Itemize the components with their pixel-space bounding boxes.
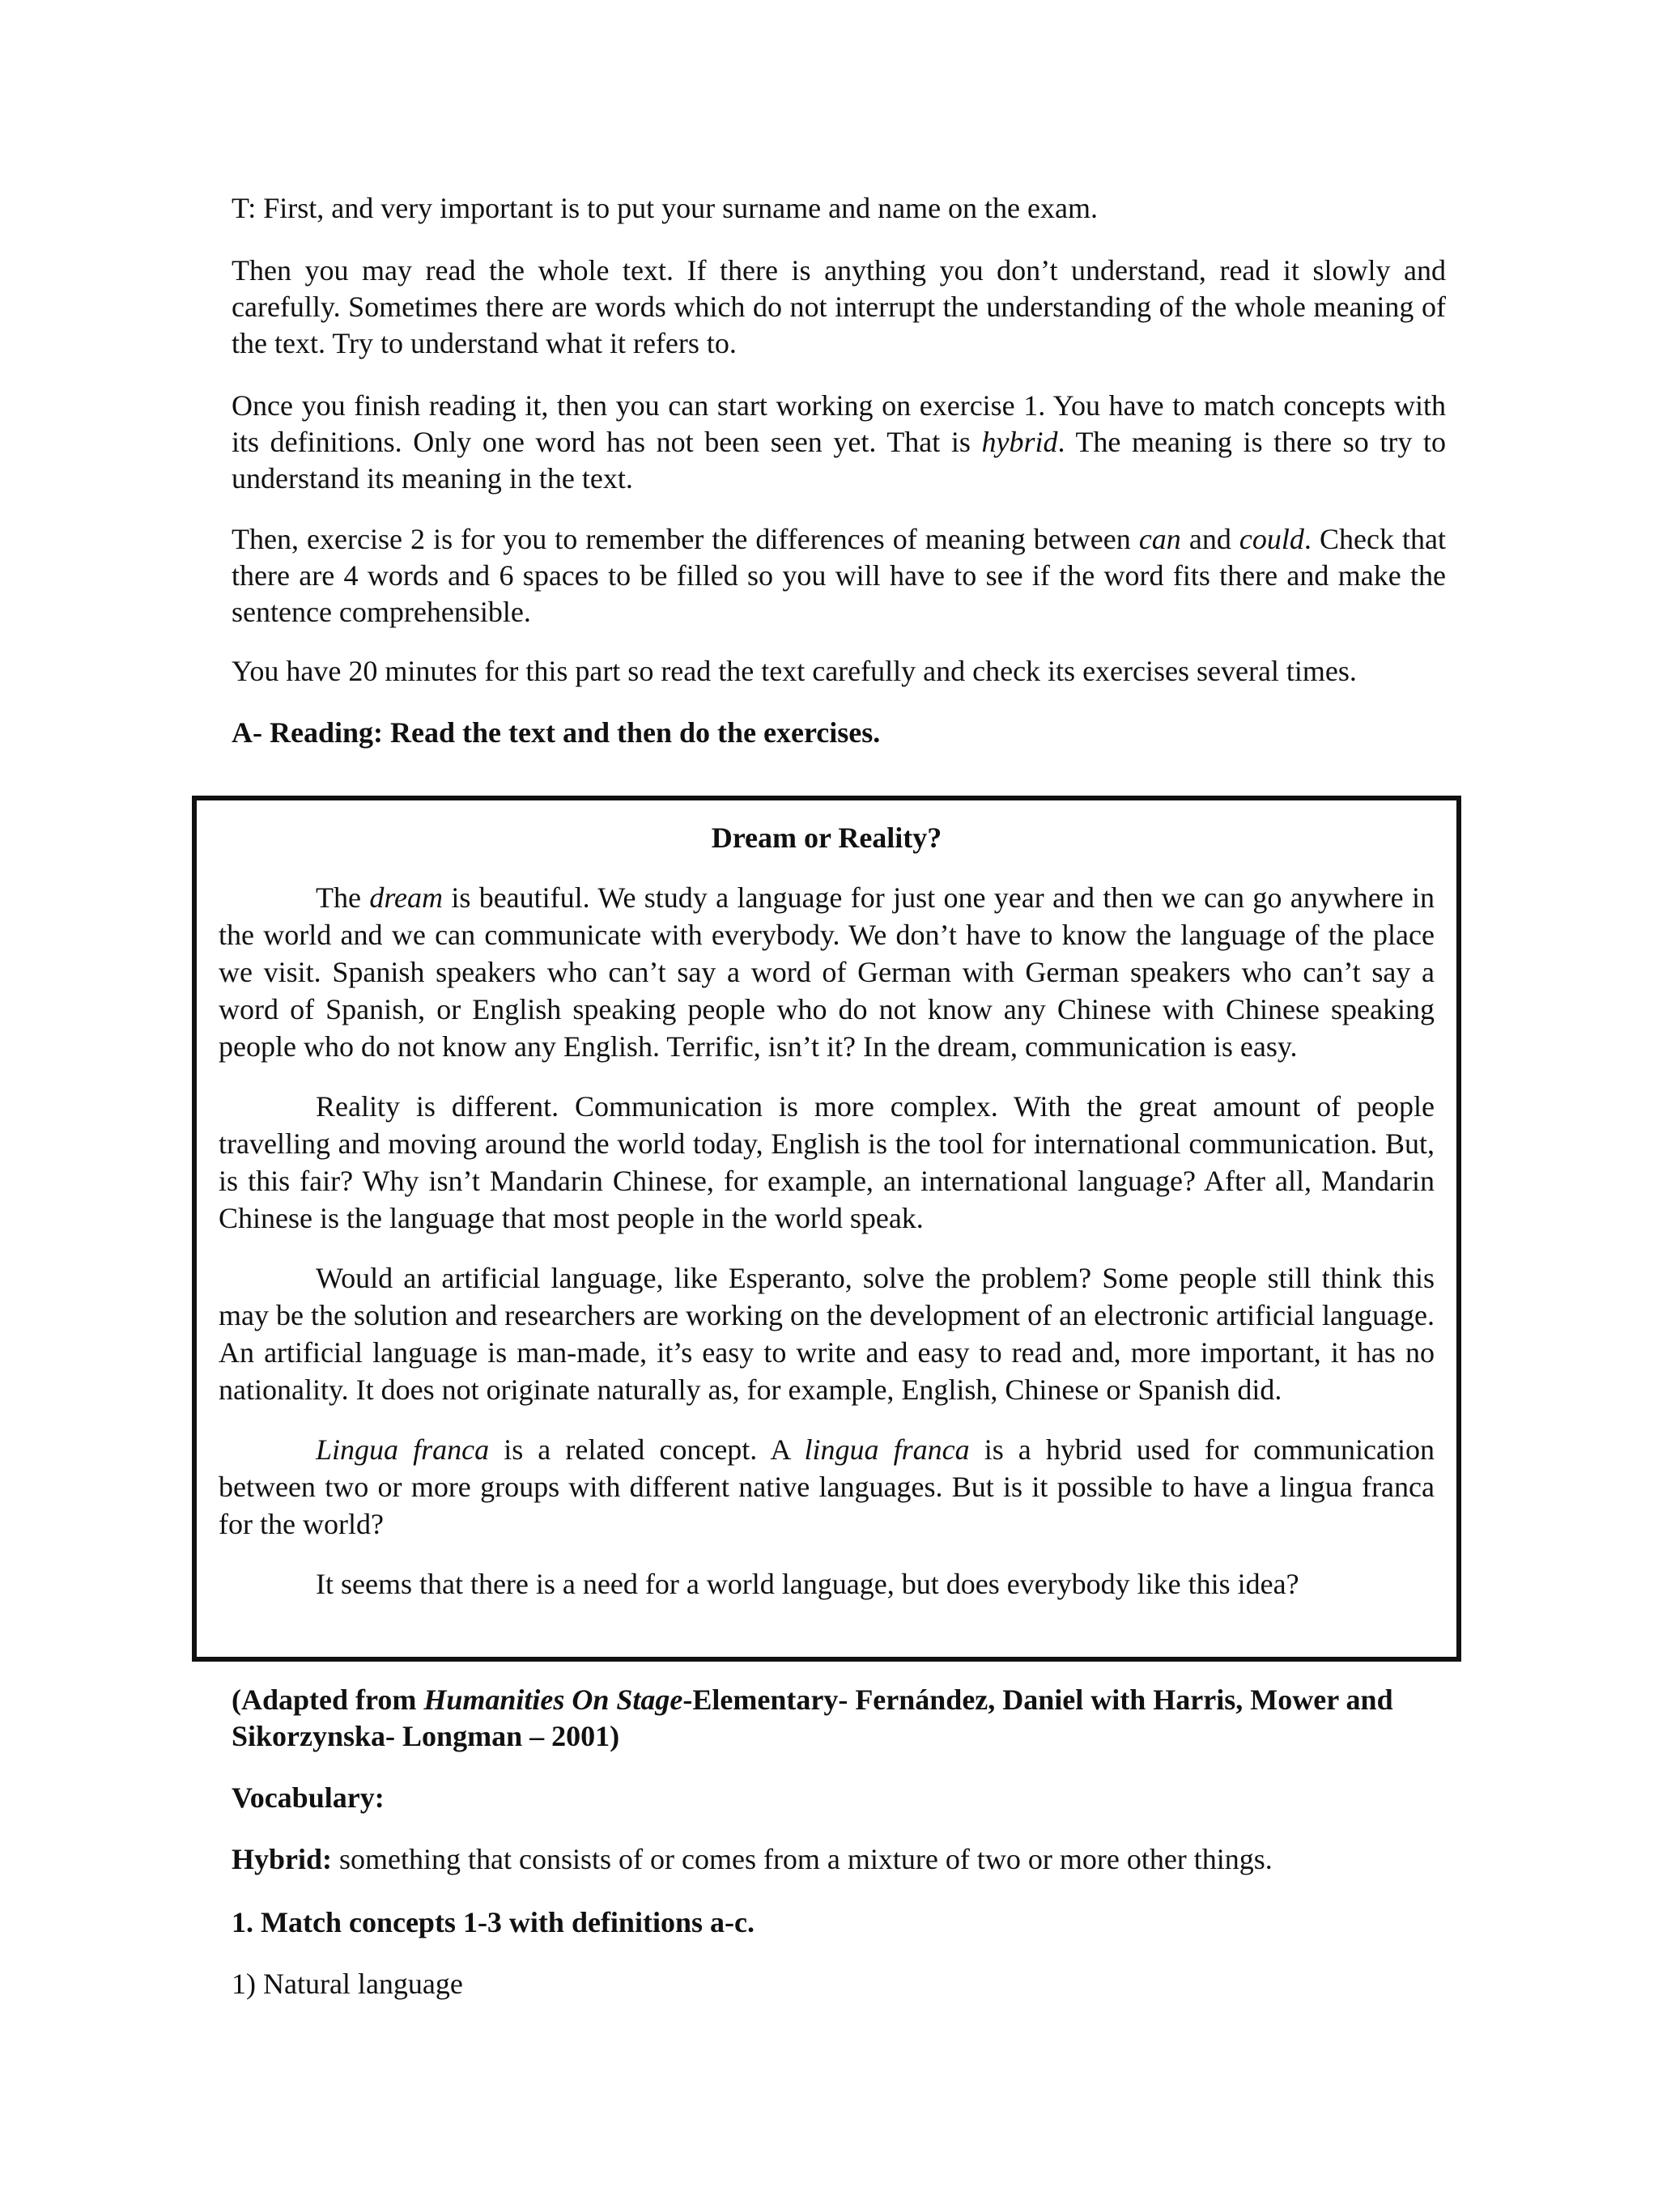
reading-paragraph-1 xyxy=(219,879,1435,1065)
reading-text-content xyxy=(219,820,1435,1625)
instruction-paragraph-4 xyxy=(232,521,1446,630)
text-span: is beautiful. We study a language for just one year and then we can go anywhere in the world and we can communicate with everybody. We don’t have to know the language of the place we visit. Spanish speakers who can’t say a word of German with German speakers who can’t say a word of Spanish, or English speaking people who do not know any Chinese with Chinese speaking people who do not know any English. Terrific, isn’t it? In the dream, communication is easy. xyxy=(219,881,1435,1063)
reading-paragraph-5: It seems that there is a need for a world language, but does everybody like this idea? xyxy=(316,1568,1299,1600)
text-span: Then, exercise 2 is for you to remember the differences of meaning between xyxy=(232,523,1139,555)
instruction-paragraph-2: Then you may read the whole text. If there is anything you don’t understand, read it slowly and carefully. Sometimes there are words which do not interrupt the understanding of the whole meaning of the text. Try to understand what it refers to. xyxy=(232,254,1446,359)
instruction-paragraph-3 xyxy=(232,388,1446,497)
text-span: . Check that there are 4 words and 6 spaces to be filled so you will have to see if the word fits there and make the sentence comprehensible. xyxy=(232,523,1446,628)
italic-term: hybrid xyxy=(981,426,1058,458)
instruction-paragraph-1: T: First, and very important is to put your surname and name on the exam. xyxy=(232,192,1098,224)
italic-book-title: Humanities On Stage xyxy=(423,1683,683,1716)
text-span: . The meaning is there so try to understand its meaning in the text. xyxy=(232,426,1446,495)
vocabulary-heading: Vocabulary: xyxy=(232,1781,385,1814)
vocabulary-definition: something that consists of or comes from a mixture of two or more other things. xyxy=(332,1843,1273,1875)
text-span: is a related concept. A xyxy=(489,1433,805,1466)
text-span: is a hybrid used for communication between two or more groups with different native languages. But is it possible to have a lingua franca for the world? xyxy=(219,1433,1435,1540)
exercise-1-item-1: 1) Natural language xyxy=(232,1968,463,2000)
reading-section-heading: A- Reading: Read the text and then do the exercises. xyxy=(232,716,881,749)
text-span: -Elementary- Fernández, Daniel with Harris, Mower and Sikorzynska- Longman – 2001) xyxy=(232,1683,1393,1752)
reading-paragraph-4 xyxy=(219,1431,1435,1543)
exercise-1-heading: 1. Match concepts 1-3 with definitions a-c. xyxy=(232,1906,755,1938)
italic-term: lingua franca xyxy=(804,1433,970,1466)
italic-term: Lingua franca xyxy=(316,1433,490,1466)
vocabulary-entry xyxy=(232,1841,1446,1878)
text-span: Once you finish reading it, then you can start working on exercise 1. You have to match concepts with its definitions. Only one word has not been seen yet. That is xyxy=(232,389,1446,458)
italic-term: could xyxy=(1239,523,1304,555)
source-citation xyxy=(232,1682,1446,1755)
reading-paragraph-2: Reality is different. Communication is more complex. With the great amount of people travelling and moving around the world today, English is the tool for international communication. But, is this fair? Why isn’t Mandarin Chinese, for example, an international language? After all, Mandarin Chinese is the language that most people in the world speak. xyxy=(219,1090,1435,1234)
instruction-paragraph-5: You have 20 minutes for this part so read the text carefully and check its exercises several times. xyxy=(232,655,1357,687)
text-span: The xyxy=(316,881,370,914)
italic-term: dream xyxy=(369,881,443,914)
reading-title: Dream or Reality? xyxy=(711,822,942,854)
text-span: and xyxy=(1180,523,1239,555)
reading-paragraph-3: Would an artificial language, like Esperanto, solve the problem? Some people still think this may be the solution and researchers are working on the development of an electronic artificial language. An artificial language is man-made, it’s easy to write and easy to read and, more important, it has no nationality. It does not originate naturally as, for example, English, Chinese or Spanish did. xyxy=(219,1262,1435,1406)
reading-text-box xyxy=(192,796,1461,1662)
italic-term: can xyxy=(1138,523,1181,555)
text-span: (Adapted from xyxy=(232,1683,424,1716)
vocabulary-term: Hybrid: xyxy=(232,1843,333,1875)
